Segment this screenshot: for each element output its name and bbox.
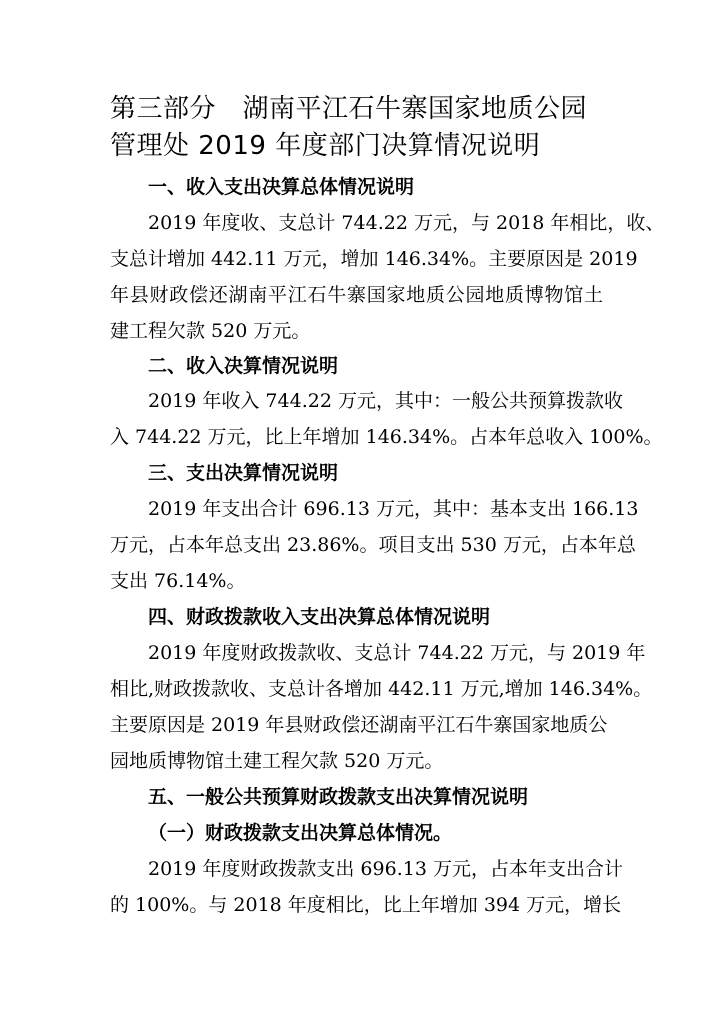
section-heading-income-expenditure-overview: 一、收入支出决算总体情况说明 (148, 176, 415, 198)
paragraph-line: 入 744.22 万元，比上年增加 146.34%。占本年总收入 100%。 (110, 426, 663, 448)
section-heading-fiscal-appropriation-overview: 四、财政拨款收入支出决算总体情况说明 (148, 606, 491, 628)
paragraph-line: 年县财政偿还湖南平江石牛寨国家地质公园地质博物馆土 (110, 284, 603, 306)
paragraph-line: 园地质博物馆土建工程欠款 520 万元。 (110, 750, 444, 772)
section-heading-expenditure: 三、支出决算情况说明 (148, 462, 339, 484)
paragraph-line: 2019 年度财政拨款支出 696.13 万元，占本年支出合计 (148, 858, 623, 880)
section-heading-income: 二、收入决算情况说明 (148, 355, 339, 377)
subsection-heading-expenditure-overview: （一）财政拨款支出决算总体情况。 (148, 822, 453, 844)
paragraph-line: 万元，占本年总支出 23.86%。项目支出 530 万元，占本年总 (110, 534, 636, 556)
document-title-line-1: 第三部分 湖南平江石牛寨国家地质公园 (110, 94, 588, 124)
section-heading-general-budget-expenditure: 五、一般公共预算财政拨款支出决算情况说明 (148, 786, 529, 808)
paragraph-line: 2019 年度收、支总计 744.22 万元，与 2018 年相比，收、 (148, 212, 665, 234)
paragraph-line: 支总计增加 442.11 万元，增加 146.34%。主要原因是 2019 (110, 248, 638, 270)
paragraph-line: 建工程欠款 520 万元。 (110, 320, 311, 342)
paragraph-line: 的 100%。与 2018 年度相比，比上年增加 394 万元，增长 (110, 894, 622, 916)
paragraph-line: 主要原因是 2019 年县财政偿还湖南平江石牛寨国家地质公 (110, 714, 608, 736)
paragraph-line: 2019 年度财政拨款收、支总计 744.22 万元，与 2019 年 (148, 642, 646, 664)
paragraph-line: 支出 76.14%。 (110, 570, 246, 592)
document-title-line-2: 管理处 2019 年度部门决算情况说明 (110, 131, 541, 161)
paragraph-line: 相比,财政拨款收、支总计各增加 442.11 万元,增加 146.34%。 (110, 678, 653, 700)
paragraph-line: 2019 年支出合计 696.13 万元，其中：基本支出 166.13 (148, 498, 639, 520)
paragraph-line: 2019 年收入 744.22 万元，其中：一般公共预算拨款收 (148, 390, 623, 412)
